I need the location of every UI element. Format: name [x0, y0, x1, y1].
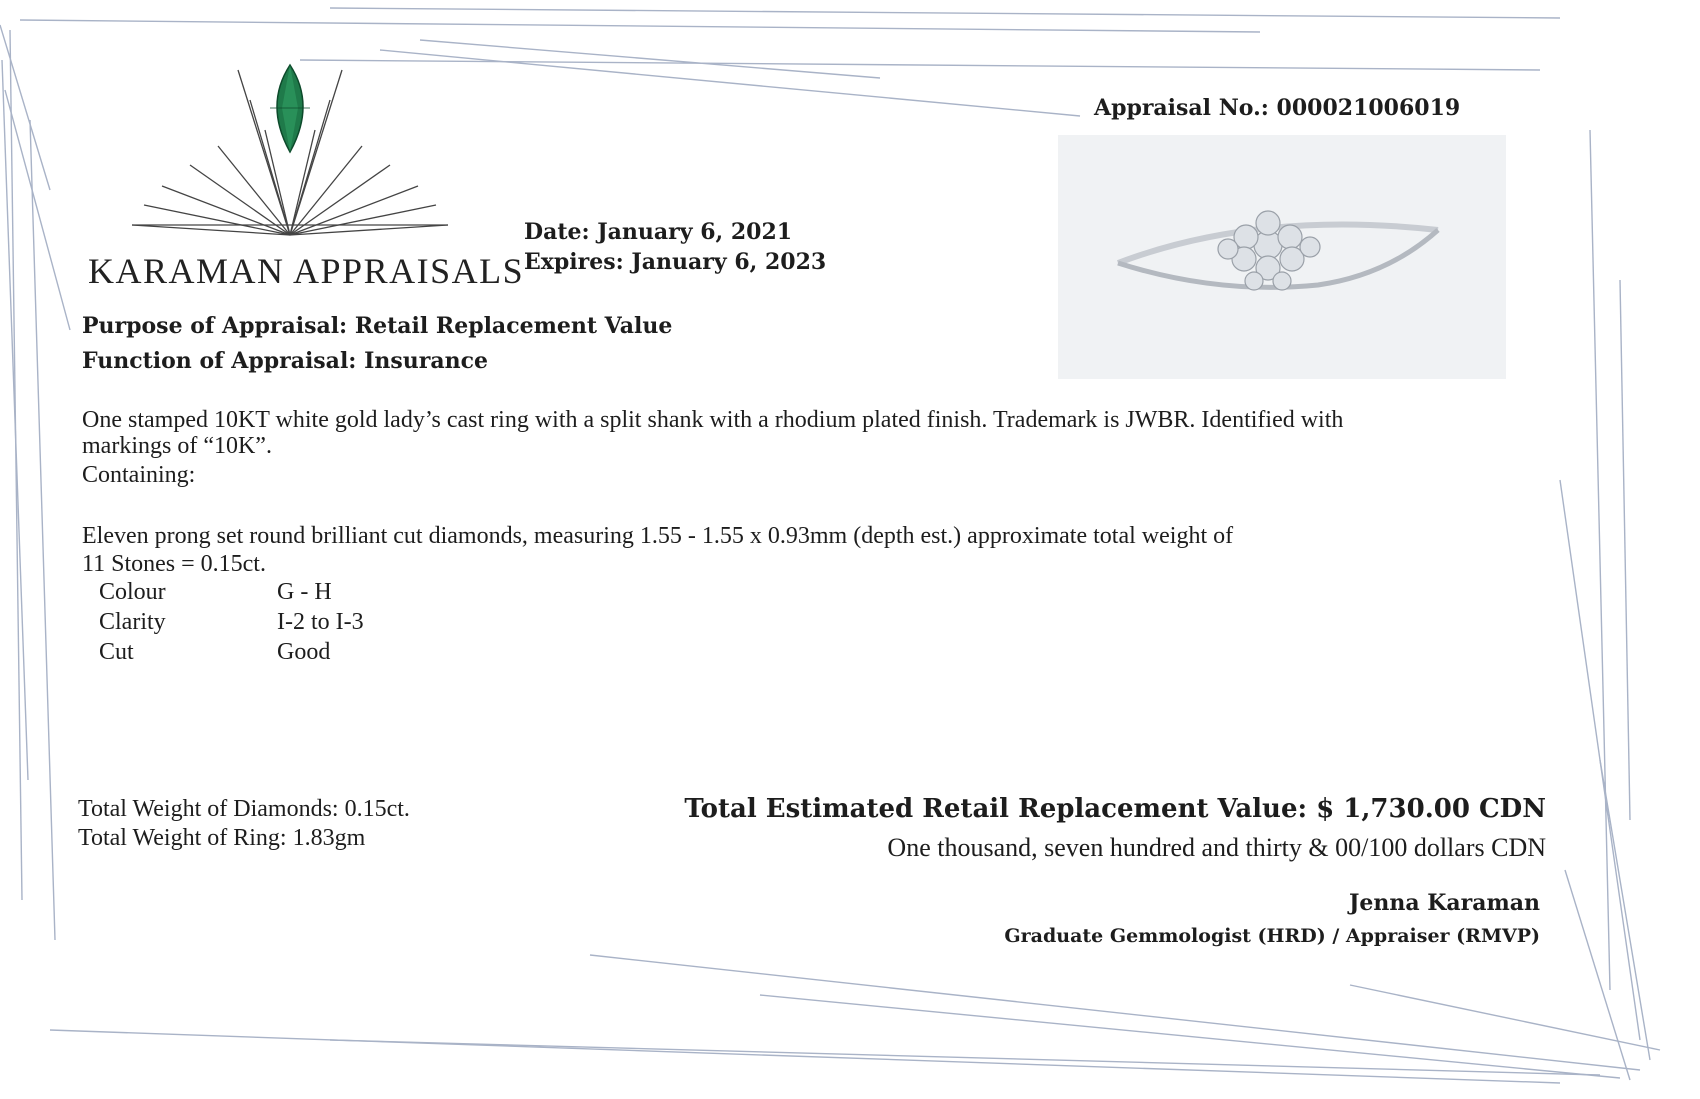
signer-name: Jenna Karaman [1348, 890, 1540, 916]
total-estimated-value: Total Estimated Retail Replacement Value: $ 1,730.00 CDN [684, 794, 1546, 824]
ring-icon [1058, 135, 1506, 379]
description-line-2: markings of “10K”. [82, 433, 272, 459]
expires-date: Expires: January 6, 2023 [524, 249, 827, 275]
description-line-1: One stamped 10KT white gold lady’s cast ring with a split shank with a rhodium plated finish. Trademark is JWBR. Identified with [82, 407, 1344, 433]
total-value-in-words: One thousand, seven hundred and thirty & 00/100 dollars CDN [887, 833, 1546, 862]
function-of-appraisal: Function of Appraisal: Insurance [82, 348, 488, 374]
spec-label-cut: Cut [99, 639, 134, 665]
containing-label: Containing: [82, 462, 196, 488]
spec-value-cut: Good [277, 639, 331, 665]
diamonds-line-1: Eleven prong set round brilliant cut diamonds, measuring 1.55 - 1.55 x 0.93mm (depth est.) approximate total weight of [82, 523, 1234, 549]
ring-photo [1058, 135, 1506, 379]
appraisal-number: Appraisal No.: 000021006019 [1094, 95, 1461, 121]
date: Date: January 6, 2021 [524, 219, 793, 245]
total-weight-ring: Total Weight of Ring: 1.83gm [78, 825, 366, 851]
purpose-of-appraisal: Purpose of Appraisal: Retail Replacement Value [82, 313, 673, 339]
diamonds-line-2: 11 Stones = 0.15ct. [82, 551, 266, 577]
signer-title: Graduate Gemmologist (HRD) / Appraiser (RMVP) [1004, 925, 1540, 947]
spec-value-colour: G - H [277, 579, 332, 605]
spec-value-clarity: I-2 to I-3 [277, 609, 364, 635]
emerald-logo-icon [120, 60, 460, 250]
brand-name: KARAMAN APPRAISALS [88, 251, 525, 291]
spec-label-colour: Colour [99, 579, 166, 605]
total-weight-diamonds: Total Weight of Diamonds: 0.15ct. [78, 796, 410, 822]
spec-label-clarity: Clarity [99, 609, 166, 635]
